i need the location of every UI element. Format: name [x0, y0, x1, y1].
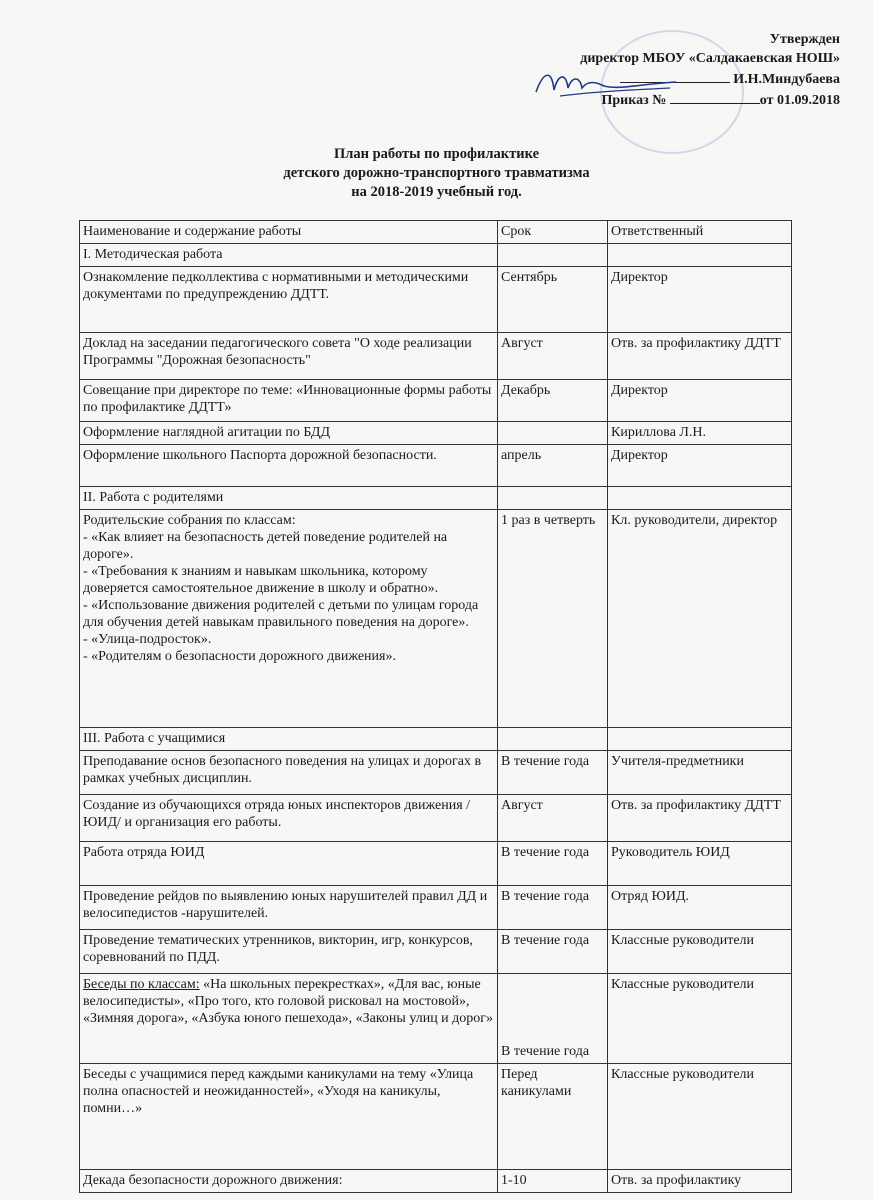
header-term: Срок: [498, 221, 608, 244]
work-cell: Совещание при директоре по теме: «Инновационные формы работы по профилактике ДДТТ»: [80, 380, 498, 422]
table-row: [80, 886, 792, 930]
responsible-cell: Директор: [608, 380, 792, 422]
work-cell: Оформление наглядной агитации по БДД: [80, 422, 498, 445]
title-line-2: детского дорожно-транспортного травматизма: [283, 165, 590, 181]
term-cell: В течение года: [498, 842, 608, 886]
term-cell: В течение года: [498, 930, 608, 974]
responsible-cell: Отряд ЮИД.: [608, 886, 792, 930]
work-cell: Работа отряда ЮИД: [80, 842, 498, 886]
term-cell: Декабрь: [498, 380, 608, 422]
section-title: III. Работа с учащимися: [80, 728, 498, 751]
table-row: [80, 842, 792, 886]
responsible-cell: Учителя-предметники: [608, 751, 792, 795]
work-cell: Беседы с учащимися перед каждыми каникулами на тему «Улица полна опасностей и неожиданностей», «Уходя на каникулы, помни…»: [80, 1064, 498, 1170]
work-label: Беседы по классам:: [83, 977, 200, 992]
work-cell: Ознакомление педколлектива с нормативными и методическими документами по предупреждению ДДТТ.: [80, 267, 498, 333]
title-line-3: на 2018-2019 учебный год.: [351, 184, 522, 200]
term-cell: 1 раз в четверть: [498, 510, 608, 728]
table-row: [80, 445, 792, 487]
section-row: [80, 728, 792, 751]
work-cell: Преподавание основ безопасного поведения на улицах и дорогах в рамках учебных дисциплин.: [80, 751, 498, 795]
term-cell: Сентябрь: [498, 267, 608, 333]
responsible-cell: Директор: [608, 267, 792, 333]
table-row: [80, 974, 792, 1064]
responsible-cell: Отв. за профилактику: [608, 1170, 792, 1193]
work-cell: Декада безопасности дорожного движения:: [80, 1170, 498, 1193]
table-row: [80, 751, 792, 795]
term-cell: [498, 422, 608, 445]
work-cell: [80, 974, 498, 1064]
director-line: директор МБОУ «Салдакаевская НОШ»: [580, 51, 840, 66]
term-cell: Перед каникулами: [498, 1064, 608, 1170]
table-row: [80, 380, 792, 422]
work-cell: Проведение рейдов по выявлению юных нарушителей правил ДД и велосипедистов -нарушителей.: [80, 886, 498, 930]
term-cell: 1-10: [498, 1170, 608, 1193]
director-name: И.Н.Миндубаева: [733, 72, 840, 87]
work-cell: Проведение тематических утренников, викторин, игр, конкурсов, соревнований по ПДД.: [80, 930, 498, 974]
responsible-cell: Директор: [608, 445, 792, 487]
term-cell: Август: [498, 333, 608, 380]
handwritten-signature: [530, 66, 680, 102]
table-row: [80, 333, 792, 380]
term-cell: Август: [498, 795, 608, 842]
responsible-cell: Кл. руководители, директор: [608, 510, 792, 728]
table-row: [80, 795, 792, 842]
section-row: [80, 487, 792, 510]
order-prefix: Приказ №: [601, 93, 667, 108]
plan-table: [79, 220, 792, 1193]
title-line-1: План работы по профилактике: [333, 146, 540, 162]
responsible-cell: Классные руководители: [608, 974, 792, 1064]
responsible-cell: Отв. за профилактику ДДТТ: [608, 795, 792, 842]
term-cell: В течение года: [498, 751, 608, 795]
work-cell: Оформление школьного Паспорта дорожной безопасности.: [80, 445, 498, 487]
header-work: Наименование и содержание работы: [80, 221, 498, 244]
table-row: [80, 422, 792, 445]
term-cell: В течение года: [498, 886, 608, 930]
responsible-cell: Кириллова Л.Н.: [608, 422, 792, 445]
document-title: [0, 145, 873, 202]
responsible-cell: Отв. за профилактику ДДТТ: [608, 333, 792, 380]
section-title: II. Работа с родителями: [80, 487, 498, 510]
table-row: [80, 510, 792, 728]
work-cell: Родительские собрания по классам: - «Как влияет на безопасность детей поведение родителей на дороге». - «Требования к знаниям и навыкам школьника, которому доверяется самостоятельное движение в школу и обратно». - «Использование движения родителей с детьми по улицам города для обучения детей навыкам правильного поведения на дороге». - «Улица-подросток». - «Родителям о безопасности дорожного движения».: [80, 510, 498, 728]
work-cell: Доклад на заседании педагогического совета "О ходе реализации Программы "Дорожная безопасность": [80, 333, 498, 380]
table-header-row: [80, 221, 792, 244]
approved-label: Утвержден: [769, 32, 840, 47]
responsible-cell: Руководитель ЮИД: [608, 842, 792, 886]
table-row: [80, 1170, 792, 1193]
order-date: от 01.09.2018: [759, 93, 840, 108]
work-cell: Создание из обучающихся отряда юных инспекторов движения /ЮИД/ и организация его работы.: [80, 795, 498, 842]
term-cell: В течение года: [498, 974, 608, 1064]
table-row: [80, 267, 792, 333]
section-title: I. Методическая работа: [80, 244, 498, 267]
order-number-blank: [670, 89, 760, 104]
table-row: [80, 1064, 792, 1170]
responsible-cell: Классные руководители: [608, 930, 792, 974]
responsible-cell: Классные руководители: [608, 1064, 792, 1170]
work-text: «На школьных перекрестках», «Для вас, юные велосипедисты», «Про того, кто головой рисковал на мостовой», «Зимняя дорога», «Азбука юного пешехода», «Законы улиц и дорог»: [83, 977, 494, 1026]
table-row: [80, 930, 792, 974]
term-cell: апрель: [498, 445, 608, 487]
header-responsible: Ответственный: [608, 221, 792, 244]
section-row: [80, 244, 792, 267]
